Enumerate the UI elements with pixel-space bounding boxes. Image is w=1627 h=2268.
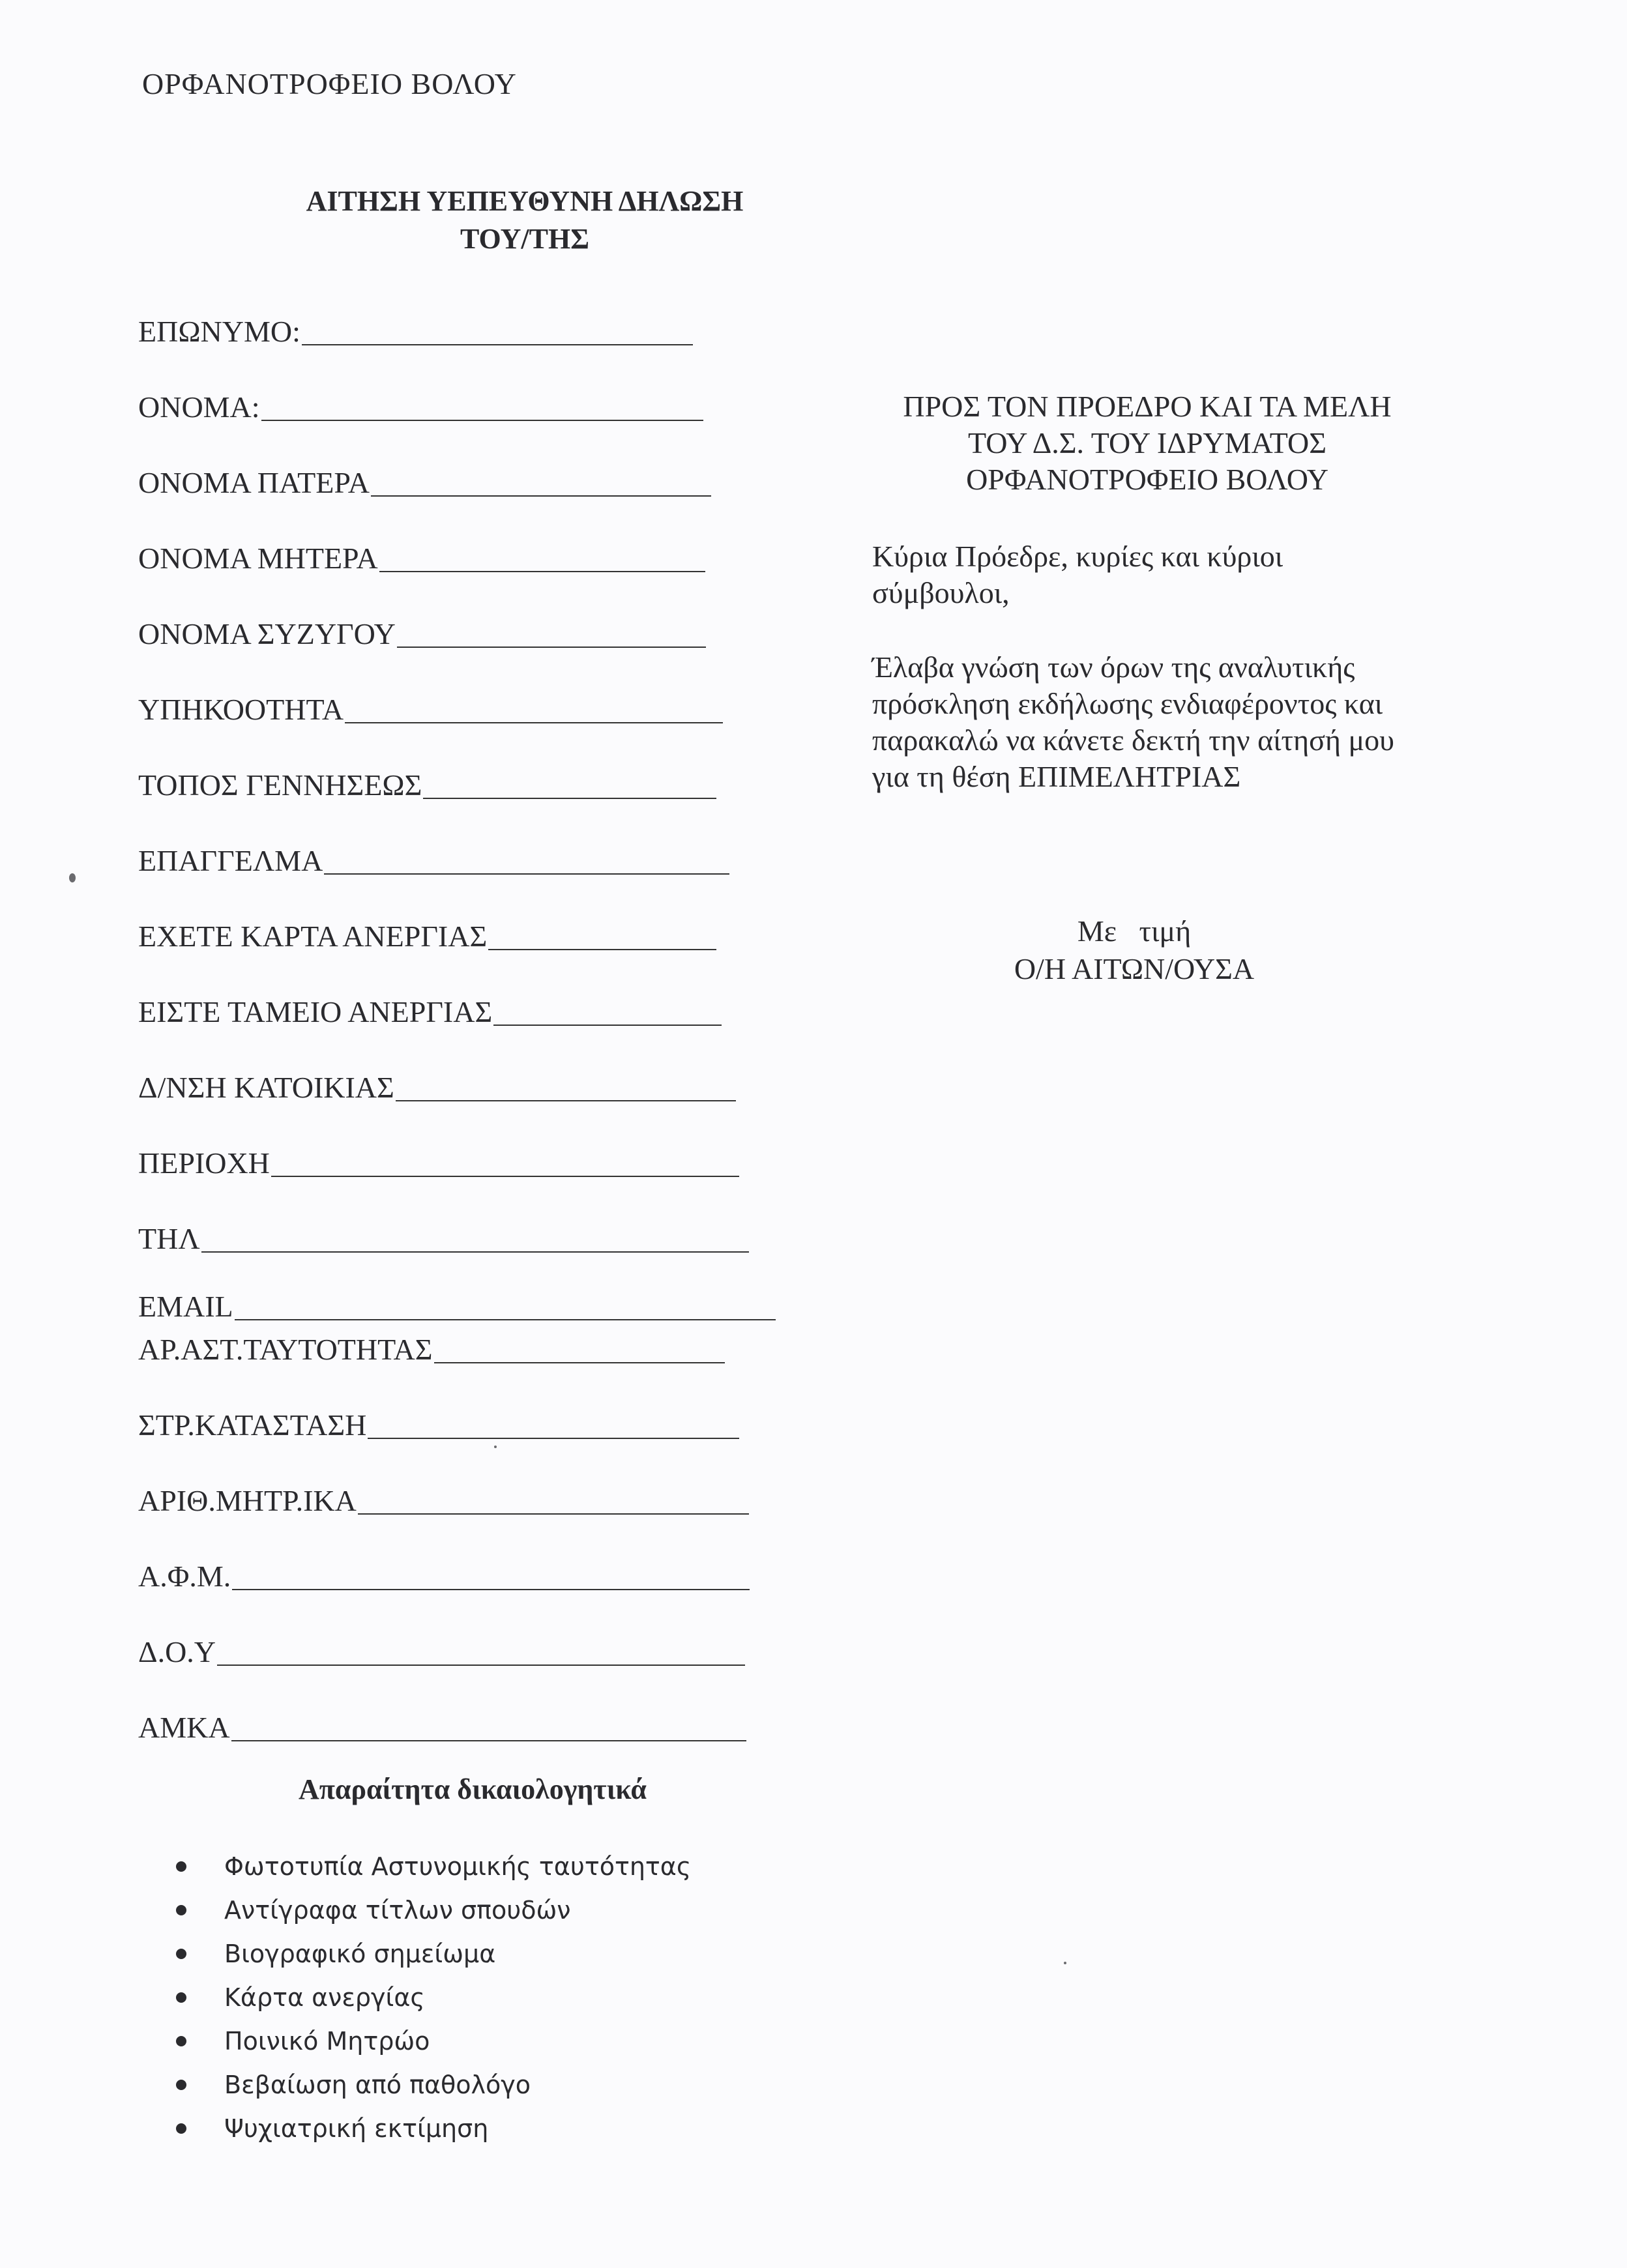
list-item <box>176 1844 691 1888</box>
field-line[interactable] <box>379 571 705 572</box>
field-label: Α.Φ.Μ. <box>138 1560 231 1593</box>
field-line[interactable] <box>231 1740 746 1741</box>
field-line[interactable] <box>423 798 716 799</box>
field-tax-number[interactable] <box>138 1547 750 1593</box>
field-label: ΑΜΚΑ <box>138 1711 230 1744</box>
field-line[interactable] <box>434 1362 725 1363</box>
field-birthplace[interactable] <box>138 756 716 802</box>
salutation-line-2: σύμβουλοι, <box>872 576 1010 609</box>
signoff-line-2: Ο/Η ΑΙΤΩΝ/ΟΥΣΑ <box>1014 952 1255 985</box>
list-item <box>176 2106 691 2150</box>
field-amka[interactable] <box>138 1698 746 1744</box>
title-line-1: ΑΙΤΗΣΗ ΥΕΠΕΥΘΥΝΗ ΔΗΛΩΣΗ <box>306 185 744 217</box>
document-item-label: Κάρτα ανεργίας <box>224 1983 425 2012</box>
body-line-1: Έλαβα γνώση των όρων της αναλυτικής <box>872 650 1355 684</box>
field-line[interactable] <box>368 1438 739 1439</box>
list-item <box>176 1888 691 1932</box>
organization-header: ΟΡΦΑΝΟΤΡΟΦΕΙΟ ΒΟΛΟΥ <box>142 67 517 100</box>
body-line-2: πρόσκληση εκδήλωσης ενδιαφέροντος και <box>872 687 1383 720</box>
field-military-status[interactable] <box>138 1396 739 1442</box>
field-label: ΤΗΛ <box>138 1222 200 1255</box>
document-item-label: Βεβαίωση από παθολόγο <box>224 2070 531 2099</box>
field-email[interactable] <box>138 1277 776 1323</box>
field-unemployment-fund[interactable] <box>138 983 722 1028</box>
field-line[interactable] <box>217 1665 745 1666</box>
field-label: ΕΠΩΝΥΜΟ: <box>138 315 300 348</box>
scan-speck <box>494 1446 497 1448</box>
field-spouse-name[interactable] <box>138 605 706 650</box>
signoff-line-1: Με τιμή <box>1077 914 1192 948</box>
field-father-name[interactable] <box>138 454 711 499</box>
field-area[interactable] <box>138 1134 739 1180</box>
field-label: ΥΠΗΚΟΟΤΗΤΑ <box>138 693 344 726</box>
field-line[interactable] <box>345 722 723 723</box>
document-item-label: Ποινικό Μητρώο <box>224 2026 430 2056</box>
bullet-icon <box>176 2036 186 2046</box>
field-label: ΠΕΡΙΟΧΗ <box>138 1146 270 1180</box>
field-label: Δ.Ο.Υ <box>138 1635 216 1668</box>
request-body <box>872 649 1394 795</box>
field-unemployment-card[interactable] <box>138 907 716 953</box>
field-phone[interactable] <box>138 1210 749 1255</box>
field-name[interactable] <box>138 378 703 424</box>
salutation <box>872 538 1283 611</box>
document-item-label: Βιογραφικό σημείωμα <box>224 1939 496 1968</box>
field-label: ΕΧΕΤΕ ΚΑΡΤΑ ΑΝΕΡΓΙΑΣ <box>138 920 488 953</box>
body-line-4: για τη θέση ΕΠΙΜΕΛΗΤΡΙΑΣ <box>872 760 1241 793</box>
bullet-icon <box>176 2080 186 2090</box>
field-label: ΟΝΟΜΑ ΣΥΖΥΓΟΥ <box>138 617 396 650</box>
list-item <box>176 2063 691 2106</box>
document-title <box>196 182 854 258</box>
field-line[interactable] <box>397 647 706 648</box>
field-line[interactable] <box>371 495 711 497</box>
field-label: ΟΝΟΜΑ ΜΗΤΕΡΑ <box>138 542 378 575</box>
required-documents-list <box>176 1844 691 2150</box>
field-label: Δ/ΝΣΗ ΚΑΤΟΙΚΙΑΣ <box>138 1071 394 1104</box>
bullet-icon <box>176 1905 186 1915</box>
bullet-icon <box>176 1992 186 2003</box>
field-profession[interactable] <box>138 832 729 877</box>
bullet-icon <box>176 1861 186 1872</box>
document-item-label: Ψυχιατρική εκτίμηση <box>224 2114 489 2143</box>
list-item <box>176 1932 691 1975</box>
bullet-icon <box>176 1949 186 1959</box>
field-label: ΟΝΟΜΑ ΠΑΤΕΡΑ <box>138 466 370 499</box>
field-line[interactable] <box>271 1176 739 1177</box>
recipient-line-2: ΤΟΥ Δ.Σ. ΤΟΥ ΙΔΡΥΜΑΤΟΣ <box>968 426 1327 459</box>
field-tax-office[interactable] <box>138 1623 745 1668</box>
salutation-line-1: Κύρια Πρόεδρε, κυρίες και κύριοι <box>872 540 1283 573</box>
bullet-icon <box>176 2123 186 2134</box>
field-line[interactable] <box>302 344 693 345</box>
field-label: ΑΡΙΘ.ΜΗΤΡ.ΙΚΑ <box>138 1484 357 1517</box>
field-line[interactable] <box>261 420 703 421</box>
field-label: ΑΡ.ΑΣΤ.ΤΑΥΤΟΤΗΤΑΣ <box>138 1333 433 1366</box>
recipient-line-3: ΟΡΦΑΝΟΤΡΟΦΕΙΟ ΒΟΛΟΥ <box>966 463 1328 496</box>
field-home-address[interactable] <box>138 1058 736 1104</box>
field-id-number[interactable] <box>138 1320 725 1366</box>
signoff-block <box>939 912 1330 988</box>
field-line[interactable] <box>201 1251 749 1253</box>
field-line[interactable] <box>493 1025 722 1026</box>
field-label: EMAIL <box>138 1290 233 1323</box>
field-surname[interactable] <box>138 302 693 348</box>
scan-speck <box>69 873 76 882</box>
field-label: ΤΟΠΟΣ ΓΕΝΝΗΣΕΩΣ <box>138 768 422 802</box>
recipient-line-1: ΠΡΟΣ ΤΟΝ ΠΡΟΕΔΡΟ ΚΑΙ ΤΑ ΜΕΛΗ <box>903 390 1392 423</box>
body-line-3: παρακαλώ να κάνετε δεκτή την αίτησή μου <box>872 723 1394 757</box>
list-item <box>176 1975 691 2019</box>
scan-speck <box>1064 1962 1066 1964</box>
field-line[interactable] <box>358 1513 749 1515</box>
field-label: ΣΤΡ.ΚΑΤΑΣΤΑΣΗ <box>138 1408 367 1442</box>
field-line[interactable] <box>232 1589 750 1590</box>
field-label: ΕΙΣΤΕ ΤΑΜΕΙΟ ΑΝΕΡΓΙΑΣ <box>138 995 493 1028</box>
field-label: ΟΝΟΜΑ: <box>138 390 260 424</box>
field-ika-number[interactable] <box>138 1472 749 1517</box>
document-item-label: Φωτοτυπία Αστυνομικής ταυτότητας <box>224 1852 692 1881</box>
title-line-2: ΤΟΥ/ΤΗΣ <box>460 223 589 255</box>
field-line[interactable] <box>488 949 716 950</box>
field-mother-name[interactable] <box>138 529 705 575</box>
list-item <box>176 2019 691 2063</box>
field-line[interactable] <box>396 1100 736 1101</box>
recipient-block <box>854 388 1441 498</box>
field-line[interactable] <box>324 873 729 875</box>
field-label: ΕΠΑΓΓΕΛΜΑ <box>138 844 323 877</box>
field-nationality[interactable] <box>138 680 723 726</box>
required-documents-heading: Απαραίτητα δικαιολογητικά <box>299 1773 647 1805</box>
document-item-label: Αντίγραφα τίτλων σπουδών <box>224 1895 571 1925</box>
